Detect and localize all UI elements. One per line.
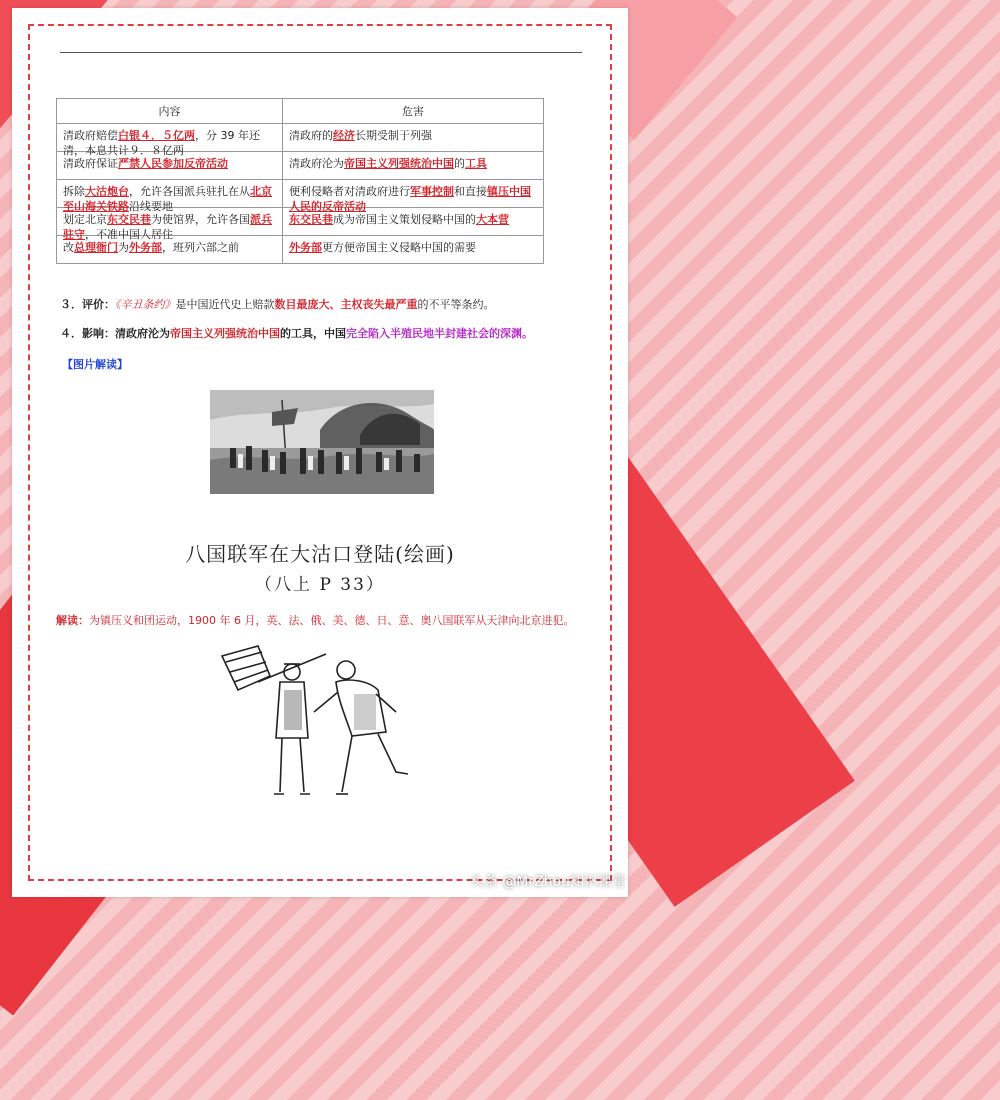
treaty-name: 《辛丑条约》 [115,298,176,311]
header-rule [60,52,582,53]
key-phrase: 镇压中国人民的反帝活动 [289,185,531,213]
column-header-harm: 危害 [283,99,544,124]
key-phrase: 外务部 [129,241,162,254]
key-phrase: 北京至山海关铁路 [63,185,272,213]
interpretation-line [56,612,574,628]
key-phrase: 派兵驻守 [63,213,272,241]
treaty-content-table [56,98,544,264]
evaluation-line [60,296,495,312]
table-row [57,208,544,236]
content-cell [57,152,283,180]
cell-segment: 为使馆界，允许各国 [151,213,250,226]
cell-segment: 为 [118,241,129,254]
harm-cell [283,180,544,213]
eval-prefix: ３．评价： [60,298,115,311]
interpretation-label: 解读： [56,614,89,627]
key-phrase: 经济 [333,129,355,142]
execution-sketch-image [218,642,418,814]
cell-text [289,128,537,150]
cell-text [63,184,276,213]
painting-caption: 八国联军在大沽口登陆(绘画) [185,542,455,566]
impact-prefix: ４．影响：清政府沦为 [60,327,170,340]
cell-segment: ，班列六部之前 [162,241,239,254]
content-cell [57,180,283,213]
cell-text [289,212,537,234]
harm-cell [283,236,544,264]
key-phrase: 东交民巷 [107,213,151,226]
cell-text [63,240,276,262]
cell-segment: 和直接 [454,185,487,198]
key-phrase: 外务部 [289,241,322,254]
table-row [57,236,544,264]
eval-mid: 是中国近代史上赔款 [175,298,275,311]
harm-cell [283,124,544,152]
key-phrase: 严禁人民参加反帝活动 [118,157,228,170]
key-phrase: 白银４．５亿两 [118,129,195,142]
cell-text [289,240,537,262]
cell-segment: 沿线要地 [129,200,173,213]
key-phrase: 帝国主义列强统治中国 [344,157,454,170]
cell-text [289,184,537,213]
cell-text [63,156,276,178]
eval-suffix: 的不平等条约。 [417,298,495,311]
eval-key: 数目最庞大、主权丧失最严重 [274,298,418,311]
table-body [57,124,544,264]
cell-segment: 的 [454,157,465,170]
key-phrase: 大本营 [476,213,509,226]
cell-text [289,156,537,178]
section-title: 【图片解读】 [62,358,128,371]
cell-segment: 清政府保证 [63,157,118,170]
cell-segment: 改 [63,241,74,254]
table-row [57,180,544,208]
impact-mid: 的工具，中国 [280,327,346,340]
key-phrase: 军事控制 [410,185,454,198]
cell-text [63,128,276,157]
textbook-reference: （八上 P 33） [255,575,385,595]
cell-segment: 成为帝国主义策划侵略中国的 [333,213,476,226]
cell-segment: 清政府沦为 [289,157,344,170]
content-cell [57,124,283,157]
column-header-content: 内容 [57,99,283,124]
key-phrase: 东交民巷 [289,213,333,226]
impact-magenta: 完全陷入半殖民地半封建社会的深渊。 [346,327,533,340]
content-cell [57,208,283,241]
cell-text [63,212,276,241]
impact-line [60,325,533,341]
table-row [57,152,544,180]
harm-cell [283,208,544,236]
key-phrase: 大沽炮台 [85,185,129,198]
cell-segment: 长期受制于列强 [355,129,432,142]
table-row [57,124,544,152]
interpretation-text: 为镇压义和团运动，1900 年 6 月，英、法、俄、美、德、日、意、奥八国联军从天津向北京进犯。 [89,614,575,627]
cell-segment: 拆除 [63,185,85,198]
key-phrase: 工具 [465,157,487,170]
cell-segment: 划定北京 [63,213,107,226]
watermark: 头条 @MrZhou知识课堂 [469,874,626,890]
cell-segment: 更方便帝国主义侵略中国的需要 [322,241,476,254]
landing-painting-image [210,390,434,494]
cell-segment: 清政府的 [289,129,333,142]
impact-red: 帝国主义列强统治中国 [170,327,280,340]
harm-cell [283,152,544,180]
cell-segment: ，允许各国派兵驻扎在从 [129,185,250,198]
cell-segment: ，分 39 年还清，本息共计９．８亿两 [63,129,260,157]
key-phrase: 总理衙门 [74,241,118,254]
cell-segment: 清政府赔偿 [63,129,118,142]
cell-segment: ，不准中国人居住 [85,228,173,241]
cell-segment: 便利侵略者对清政府进行 [289,185,410,198]
content-cell [57,236,283,264]
